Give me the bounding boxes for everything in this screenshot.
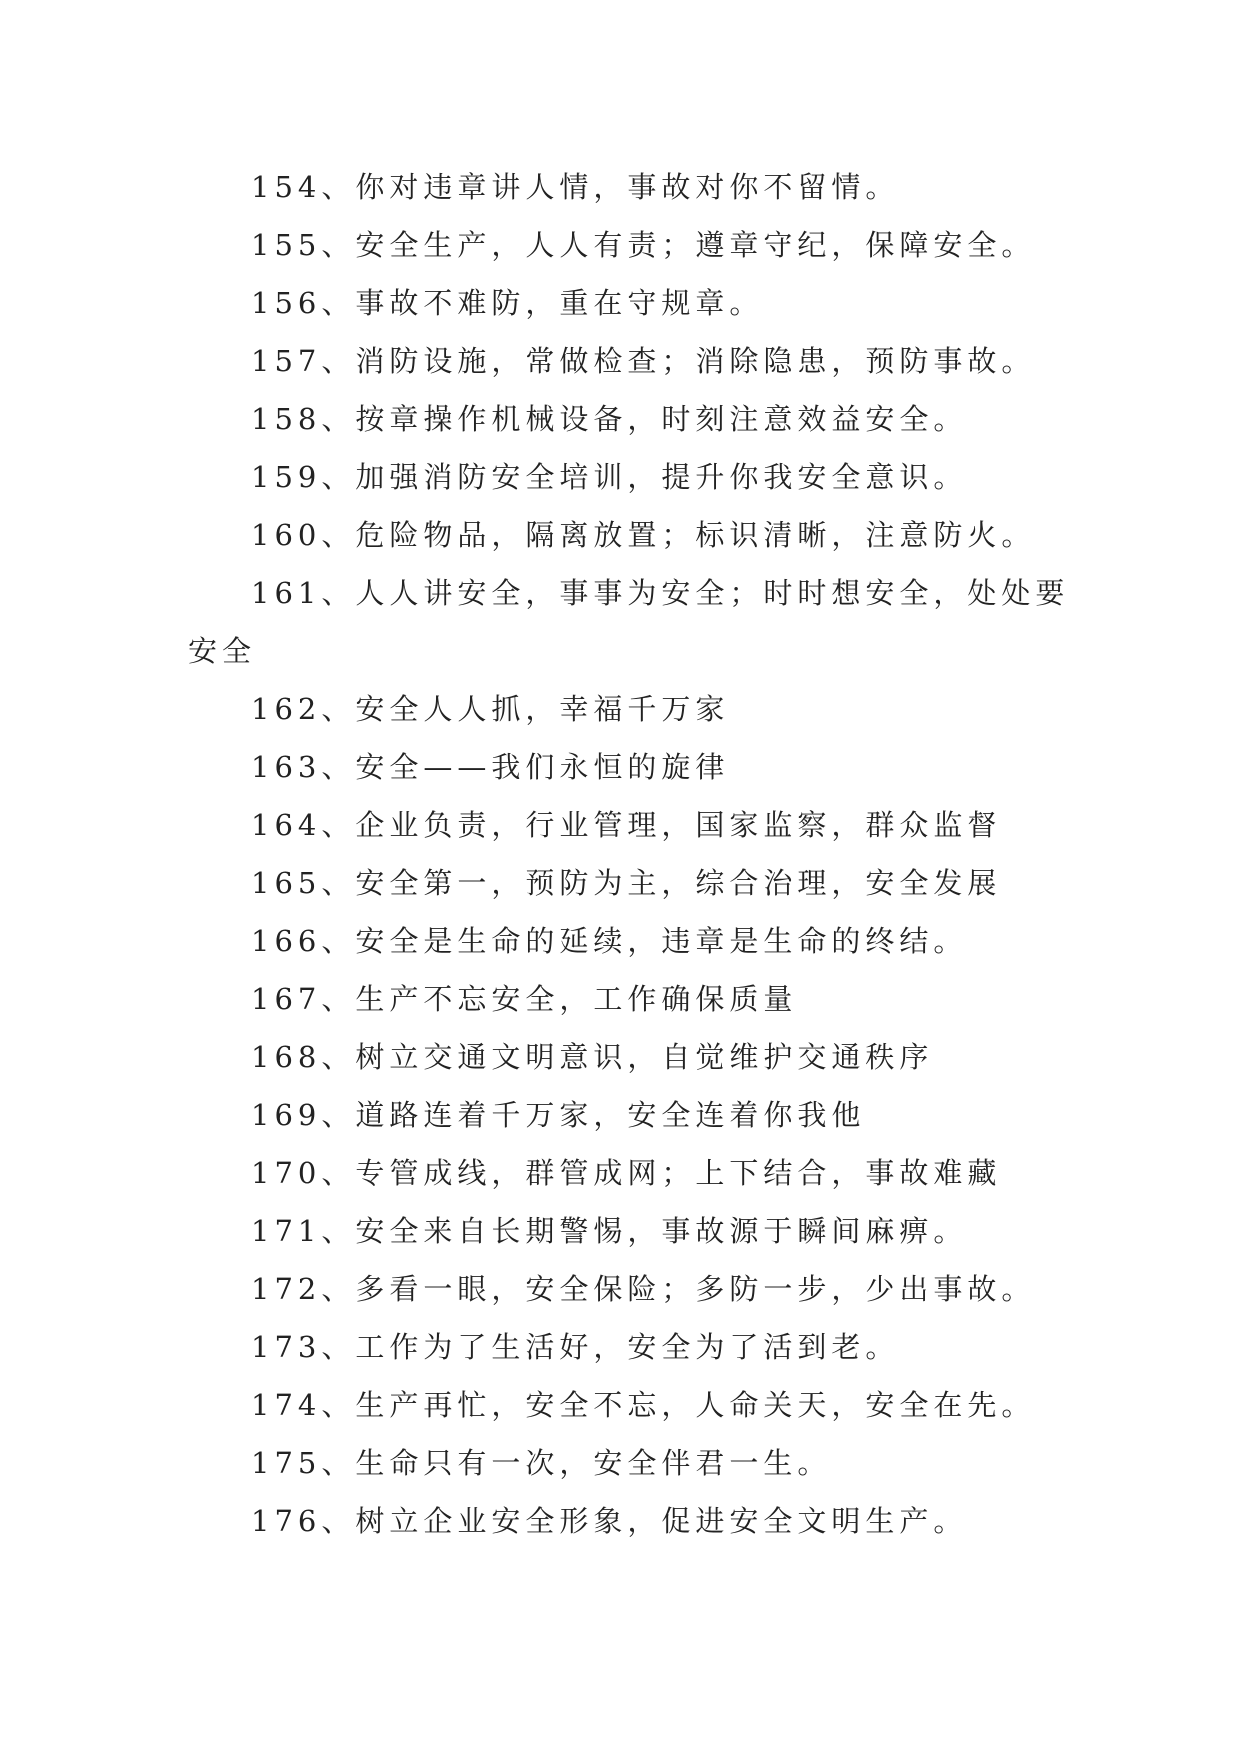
list-item: 158、按章操作机械设备，时刻注意效益安全。 <box>251 402 968 436</box>
list-item: 168、树立交通文明意识，自觉维护交通秩序 <box>251 1040 934 1074</box>
list-item: 176、树立企业安全形象，促进安全文明生产。 <box>251 1504 968 1538</box>
list-item: 171、安全来自长期警惕，事故源于瞬间麻痹。 <box>251 1214 968 1248</box>
list-item: 173、工作为了生活好，安全为了活到老。 <box>251 1330 900 1364</box>
list-item: 166、安全是生命的延续，违章是生命的终结。 <box>251 924 968 958</box>
list-item: 165、安全第一，预防为主，综合治理，安全发展 <box>251 866 1002 900</box>
list-item: 162、安全人人抓，幸福千万家 <box>251 692 730 726</box>
slogan-list <box>188 158 1068 1550</box>
list-item: 167、生产不忘安全，工作确保质量 <box>251 982 798 1016</box>
list-item: 169、道路连着千万家，安全连着你我他 <box>251 1098 866 1132</box>
list-item: 159、加强消防安全培训，提升你我安全意识。 <box>251 460 968 494</box>
list-item: 161、人人讲安全，事事为安全；时时想安全，处处要 <box>251 576 1070 610</box>
list-item: 157、消防设施，常做检查；消除隐患，预防事故。 <box>251 344 1036 378</box>
list-item: 156、事故不难防，重在守规章。 <box>251 286 764 320</box>
list-item: 164、企业负责，行业管理，国家监察，群众监督 <box>251 808 1002 842</box>
list-item: 154、你对违章讲人情，事故对你不留情。 <box>251 170 900 204</box>
list-item: 172、多看一眼，安全保险；多防一步，少出事故。 <box>251 1272 1036 1306</box>
list-item: 163、安全——我们永恒的旋律 <box>251 750 730 784</box>
list-item: 160、危险物品，隔离放置；标识清晰，注意防火。 <box>251 518 1036 552</box>
list-item: 174、生产再忙，安全不忘，人命关天，安全在先。 <box>251 1388 1036 1422</box>
list-item: 155、安全生产，人人有责；遵章守纪，保障安全。 <box>251 228 1036 262</box>
list-item: 175、生命只有一次，安全伴君一生。 <box>251 1446 832 1480</box>
list-item: 170、专管成线，群管成网；上下结合，事故难藏 <box>251 1156 1002 1190</box>
list-item-continuation: 安全 <box>188 634 257 668</box>
